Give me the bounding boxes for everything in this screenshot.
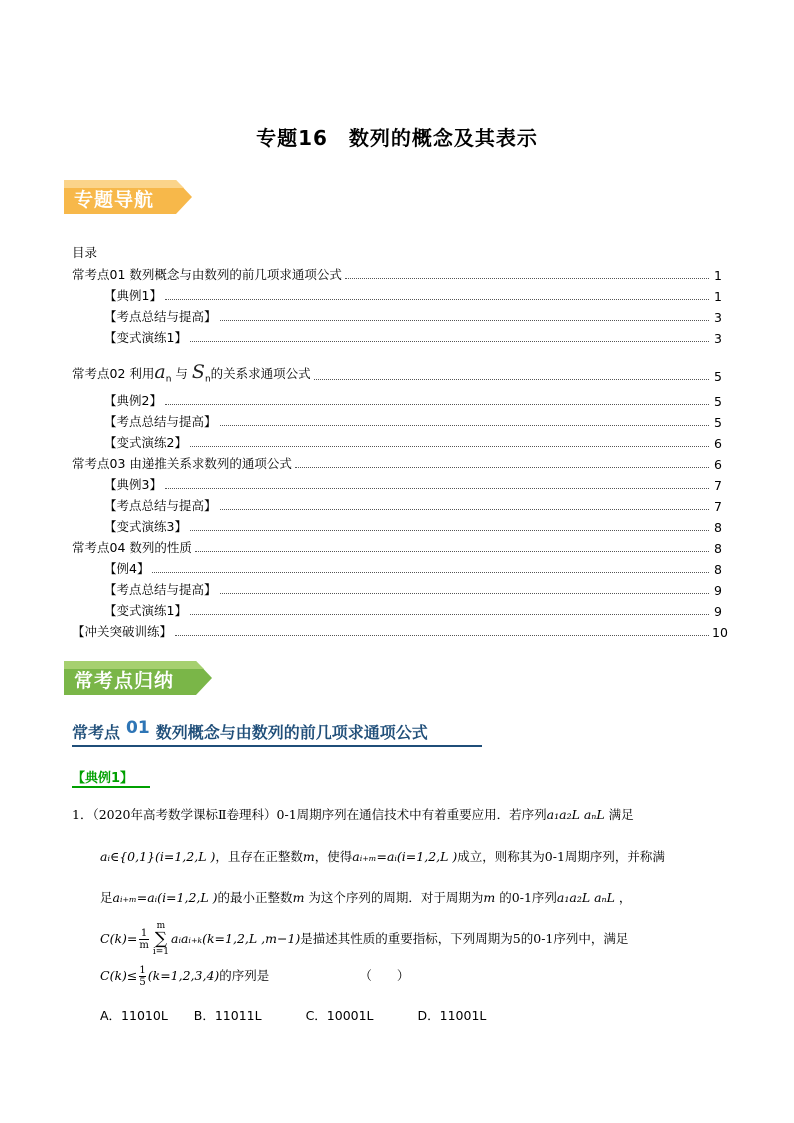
page-title: 专题16 数列的概念及其表示	[256, 126, 538, 150]
toc-item[interactable]: 常考点03 由递推关系求数列的通项公式 6	[72, 456, 722, 472]
problem-line-2: aᵢ∈{0,1}(i=1,2,L )，且存在正整数m，使得aᵢ₊ₘ=aᵢ(i=1,2,L )成立，则称其为0-1周期序列，并称满	[100, 849, 665, 864]
section-title: 常考点 01 数列概念与由数列的前几项求通项公式	[72, 718, 428, 742]
banner-label: 专题导航	[74, 189, 155, 211]
toc-item[interactable]: 常考点04 数列的性质 8	[72, 540, 722, 556]
problem-line-4: C(k)= $\frac{1}{m}$ m ∑ i=1 aᵢaᵢ₊ₖ(k=1,2,L ,m−1)是描述其性质的重要指标，下列周期为5的0-1序列中，满足	[100, 921, 629, 957]
toc-item[interactable]: 【考点总结与提高】 9	[104, 582, 722, 598]
toc-item[interactable]: 【变式演练1】 9	[104, 603, 722, 619]
choice-c[interactable]: C．10001L	[305, 1008, 374, 1023]
section-underline	[72, 745, 482, 747]
choice-b[interactable]: B．11011L	[193, 1008, 262, 1023]
toc-item[interactable]: 【典例3】 7	[104, 477, 722, 493]
problem-line-5: C(k)≤ $\frac{1}{5}$ (k=1,2,3,4)的序列是 （ ）	[100, 965, 410, 988]
problem-line-3: 足aᵢ₊ₘ=aᵢ(i=1,2,L )的最小正整数m 为这个序列的周期．对于周期为m 的0-1序列a₁a₂L aₙL ，	[100, 890, 632, 905]
banner-label: 常考点归纳	[74, 670, 175, 692]
toc-item[interactable]: 【例4】 8	[104, 561, 722, 577]
toc-item[interactable]: 【典例2】 5	[104, 393, 722, 409]
choice-a[interactable]: A．11010L	[100, 1008, 168, 1023]
toc-item[interactable]: 【变式演练3】 8	[104, 519, 722, 535]
toc-heading: 目录	[72, 245, 98, 260]
example-underline	[72, 786, 150, 788]
toc-item[interactable]: 【变式演练1】 3	[104, 330, 722, 346]
example-label: 【典例1】	[72, 771, 134, 786]
answer-choices	[100, 1006, 508, 1024]
banner-topic-navigation	[64, 180, 194, 214]
toc-item[interactable]: 【考点总结与提高】 3	[104, 309, 722, 325]
table-of-contents	[72, 262, 728, 640]
toc-item[interactable]: 【考点总结与提高】 5	[104, 414, 722, 430]
toc-item[interactable]: 常考点01 数列概念与由数列的前几项求通项公式 1	[72, 267, 722, 283]
toc-item[interactable]: 常考点02 利用$a_n$ 与 $S_n$的关系求通项公式 5	[72, 360, 722, 384]
choice-d[interactable]: D．11001L	[417, 1008, 487, 1023]
problem-line-1: 1．（2020年高考数学课标Ⅱ卷理科）0-1周期序列在通信技术中有着重要应用．若序列a₁a₂L aₙL 满足	[72, 807, 634, 822]
toc-item[interactable]: 【考点总结与提高】 7	[104, 498, 722, 514]
banner-key-points	[64, 661, 214, 695]
toc-item[interactable]: 【变式演练2】 6	[104, 435, 722, 451]
toc-item[interactable]: 【典例1】 1	[104, 288, 722, 304]
toc-item[interactable]: 【冲关突破训练】 10	[72, 624, 728, 640]
